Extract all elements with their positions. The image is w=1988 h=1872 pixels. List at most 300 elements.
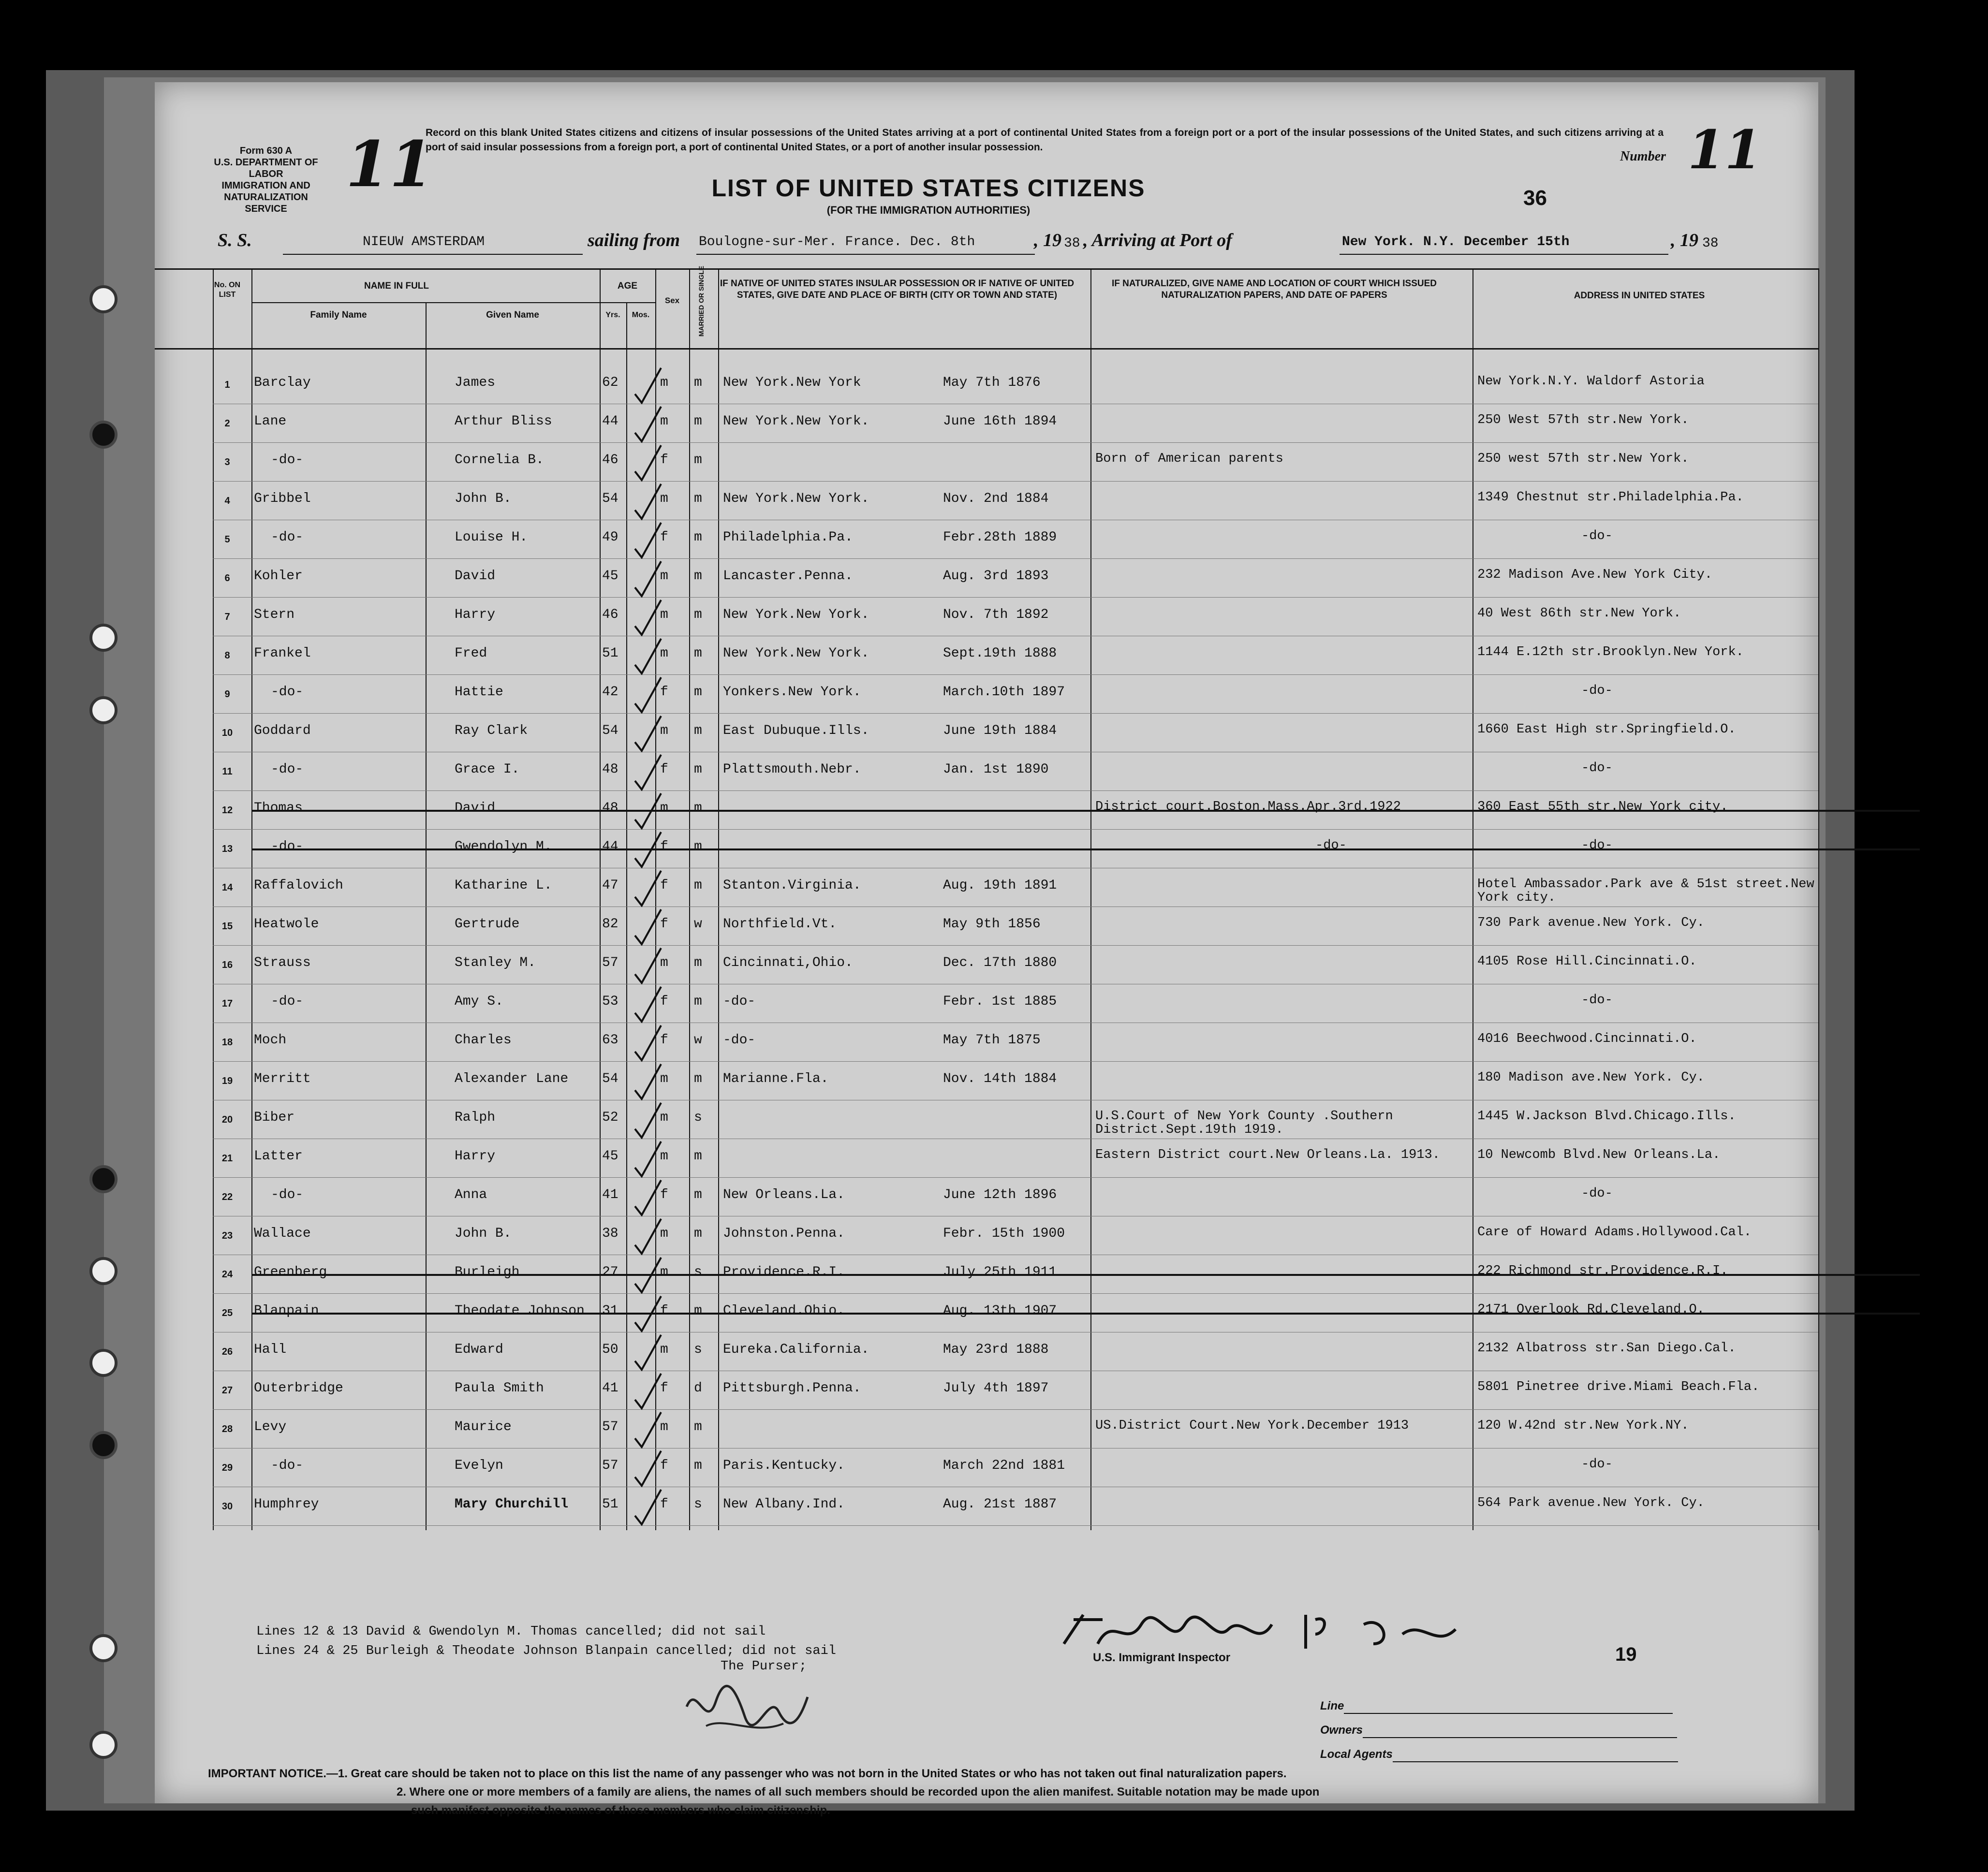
cell-ms: m (694, 646, 702, 661)
cell-date: Febr. 15th 1900 (943, 1226, 1065, 1241)
cell-nat: US.District Court.New York.December 1913 (1095, 1419, 1409, 1433)
cell-place: -do- (723, 994, 756, 1009)
row-rule (213, 597, 1818, 598)
binder-hole (89, 1165, 118, 1193)
row-number: 28 (221, 1424, 233, 1434)
cell-family: Greenberg (254, 1265, 327, 1280)
binder-hole (89, 1349, 118, 1377)
check-mark-icon (631, 1177, 665, 1221)
cell-age: 48 (602, 801, 618, 816)
ship-name: NIEUW AMSTERDAM (363, 234, 485, 249)
cell-family: Kohler (254, 569, 303, 584)
cell-sex: f (660, 1187, 668, 1202)
cell-family: Barclay (254, 375, 311, 390)
binder-hole (89, 1634, 118, 1662)
col-given-header: Given Name (486, 310, 539, 320)
cell-sex: m (660, 491, 668, 506)
cell-given: Mary Churchill (455, 1497, 569, 1512)
row-rule (213, 442, 1818, 443)
department-label: U.S. DEPARTMENT OF LABOR (214, 157, 318, 179)
notice-2b: such manifest opposite the names of those members who claim citizenship. (411, 1804, 830, 1817)
form-number: Form 630 A (239, 146, 293, 156)
cell-date: Aug. 3rd 1893 (943, 569, 1049, 584)
cell-sex: m (660, 1265, 668, 1280)
row-rule (213, 1177, 1818, 1178)
row-number: 3 (224, 457, 230, 468)
cell-family: -do- (271, 762, 304, 777)
cell-ms: m (694, 569, 702, 584)
cell-age: 41 (602, 1381, 618, 1396)
form-block (203, 145, 329, 215)
column-rule (718, 268, 719, 1530)
cell-date: March 22nd 1881 (943, 1458, 1065, 1473)
cell-date: Aug. 19th 1891 (943, 878, 1057, 893)
row-number: 8 (224, 650, 230, 661)
row-rule (213, 558, 1818, 559)
row-number: 6 (224, 573, 230, 584)
handwritten-list-number: 11 (346, 127, 433, 201)
cell-place: -do- (723, 1033, 756, 1048)
row-number: 1 (224, 380, 230, 390)
check-mark-icon (631, 984, 665, 1027)
cell-nat: Born of American parents (1095, 452, 1283, 466)
line-label-text: Line (1320, 1699, 1344, 1712)
cell-place: Providence.R.I. (723, 1265, 845, 1280)
check-mark-icon (631, 442, 665, 486)
cell-given: David (455, 801, 496, 816)
cell-date: Aug. 13th 1907 (943, 1303, 1057, 1318)
row-number: 16 (221, 960, 233, 970)
cell-ms: m (694, 878, 702, 893)
check-mark-icon (631, 713, 665, 757)
check-mark-icon (631, 829, 665, 873)
cell-ms: m (694, 530, 702, 545)
check-mark-icon (631, 1332, 665, 1375)
arrival-port: New York. N.Y. December 15th (1342, 234, 1570, 249)
check-mark-icon (631, 1061, 665, 1105)
check-mark-icon (631, 1139, 665, 1182)
cell-date: June 12th 1896 (943, 1187, 1057, 1202)
cell-family: -do- (271, 530, 304, 545)
cell-given: Arthur Bliss (455, 414, 552, 429)
cell-given: Harry (455, 607, 496, 622)
cell-addr: 4016 Beechwood.Cincinnati.O. (1477, 1032, 1697, 1046)
cell-sex: m (660, 801, 668, 816)
number-value: 11 (1688, 118, 1762, 181)
cell-date: May 7th 1876 (943, 375, 1041, 390)
cell-age: 51 (602, 646, 618, 661)
cell-addr: -do- (1581, 684, 1613, 698)
cell-nat: Eastern District court.New Orleans.La. 1913. (1095, 1148, 1440, 1162)
cell-sex: m (660, 1226, 668, 1241)
immigration-label: IMMIGRATION AND (221, 180, 310, 191)
cell-sex: f (660, 917, 668, 932)
cell-place: Northfield.Vt. (723, 917, 837, 932)
cell-ms: s (694, 1265, 702, 1280)
cell-given: Katharine L. (455, 878, 552, 893)
cell-sex: m (660, 569, 668, 584)
cell-ms: m (694, 762, 702, 777)
cell-date: Aug. 21st 1887 (943, 1497, 1057, 1512)
binder-hole (89, 1731, 118, 1759)
row-rule (213, 945, 1818, 946)
cell-date: Jan. 1st 1890 (943, 762, 1049, 777)
row-number: 29 (221, 1462, 233, 1473)
cell-sex: m (660, 414, 668, 429)
sailing-year: 38 (1064, 236, 1080, 251)
cell-age: 57 (602, 1458, 618, 1473)
row-number: 20 (221, 1114, 233, 1125)
cell-given: Edward (455, 1342, 503, 1357)
cell-addr: 1349 Chestnut str.Philadelphia.Pa. (1477, 490, 1744, 505)
row-rule (213, 790, 1818, 791)
col-family-header: Family Name (310, 310, 367, 320)
cell-addr: 180 Madison ave.New York. Cy. (1477, 1070, 1705, 1085)
cell-family: -do- (271, 685, 304, 700)
cell-sex: f (660, 878, 668, 893)
cell-family: Stern (254, 607, 295, 622)
col-name-header: NAME IN FULL (364, 281, 429, 291)
cell-ms: m (694, 1226, 702, 1241)
cell-ms: m (694, 685, 702, 700)
purser-signature (677, 1678, 812, 1740)
cell-given: John B. (455, 491, 512, 506)
cell-family: -do- (271, 1458, 304, 1473)
cell-family: Outerbridge (254, 1381, 343, 1396)
cell-place: Marianne.Fla. (723, 1071, 829, 1086)
cell-date: June 19th 1884 (943, 723, 1057, 738)
cell-age: 46 (602, 607, 618, 622)
row-number: 9 (224, 689, 230, 700)
cell-place: Lancaster.Penna. (723, 569, 853, 584)
cell-age: 47 (602, 878, 618, 893)
cell-ms: m (694, 839, 702, 854)
cell-age: 41 (602, 1187, 618, 1202)
column-rule (1818, 268, 1819, 1530)
check-mark-icon (631, 1293, 665, 1337)
row-number: 22 (221, 1192, 233, 1202)
cell-place: Johnston.Penna. (723, 1226, 845, 1241)
row-number: 27 (221, 1385, 233, 1396)
cell-date: Dec. 17th 1880 (943, 955, 1057, 970)
owners-label-text: Owners (1320, 1724, 1363, 1737)
cell-age: 57 (602, 1419, 618, 1434)
cell-family: Wallace (254, 1226, 311, 1241)
cell-age: 63 (602, 1033, 618, 1048)
check-mark-icon (631, 404, 665, 447)
cell-age: 82 (602, 917, 618, 932)
passenger-table (155, 265, 1818, 1612)
check-mark-icon (631, 674, 665, 718)
cell-place: New York.New York (723, 375, 861, 390)
page-number: 19 (1615, 1644, 1637, 1665)
cell-sex: m (660, 723, 668, 738)
cell-family: Thomas (254, 801, 303, 816)
purser-label: The Purser; (721, 1659, 807, 1674)
cell-family: Levy (254, 1419, 287, 1434)
row-number: 14 (221, 882, 233, 893)
row-number: 4 (224, 496, 230, 506)
cell-ms: m (694, 607, 702, 622)
cell-sex: f (660, 530, 668, 545)
cell-given: Ray Clark (455, 723, 528, 738)
cell-date: July 4th 1897 (943, 1381, 1049, 1396)
cell-addr: Hotel Ambassador.Park ave & 51st street.New York city. (1477, 877, 1814, 905)
inspector-label: U.S. Immigrant Inspector (1093, 1651, 1231, 1664)
cell-ms: m (694, 1419, 702, 1434)
column-rule (626, 302, 627, 1530)
cancel-strike (251, 1274, 1920, 1276)
cell-nat: District court.Boston.Mass.Apr.3rd.1922 (1095, 800, 1401, 814)
row-number: 13 (221, 844, 233, 854)
agents-rule (1393, 1748, 1678, 1762)
cell-given: Alexander Lane (455, 1071, 569, 1086)
check-mark-icon (631, 365, 665, 409)
cell-age: 46 (602, 453, 618, 468)
cell-date: May 23rd 1888 (943, 1342, 1049, 1357)
cell-place: East Dubuque.Ills. (723, 723, 869, 738)
cell-sex: f (660, 685, 668, 700)
cell-given: Hattie (455, 685, 503, 700)
cell-given: Burleigh (455, 1265, 520, 1280)
ship-underline (283, 254, 583, 255)
cell-addr: -do- (1581, 1457, 1613, 1472)
cell-sex: m (660, 955, 668, 970)
cell-ms: m (694, 801, 702, 816)
cell-given: Evelyn (455, 1458, 503, 1473)
cell-date: July 25th 1911 (943, 1265, 1057, 1280)
cell-place: New Orleans.La. (723, 1187, 845, 1202)
row-number: 26 (221, 1346, 233, 1357)
cell-given: Cornelia B. (455, 453, 544, 468)
binder-hole (89, 696, 118, 724)
cell-sex: f (660, 1497, 668, 1512)
binder-hole (89, 1257, 118, 1285)
binder-hole (89, 624, 118, 652)
cell-sex: f (660, 762, 668, 777)
col-no-header: No. ON LIST (214, 281, 241, 299)
cell-family: -do- (271, 453, 304, 468)
cell-nat: U.S.Court of New York County .Southern District.Sept.19th 1919. (1095, 1109, 1393, 1137)
cell-age: 62 (602, 375, 618, 390)
agents-label-text: Local Agents (1320, 1748, 1393, 1761)
cell-place: Plattsmouth.Nebr. (723, 762, 861, 777)
cell-sex: m (660, 1110, 668, 1125)
cell-addr: 2171 Overlook Rd.Cleveland.O. (1477, 1302, 1705, 1317)
cell-sex: m (660, 1071, 668, 1086)
cell-family: Merritt (254, 1071, 311, 1086)
number-label: Number (1620, 149, 1666, 164)
column-rule (426, 302, 427, 1530)
cell-place: Pittsburgh.Penna. (723, 1381, 861, 1396)
cell-ms: m (694, 491, 702, 506)
cell-ms: m (694, 1149, 702, 1164)
header-bottom-rule (155, 348, 1818, 350)
row-number: 21 (221, 1153, 233, 1164)
row-number: 15 (221, 921, 233, 932)
cell-age: 54 (602, 723, 618, 738)
row-rule (213, 674, 1818, 675)
cell-sex: f (660, 1458, 668, 1473)
cell-addr: 1445 W.Jackson Blvd.Chicago.Ills. (1477, 1109, 1736, 1124)
cell-addr: New York.N.Y. Waldorf Astoria (1477, 374, 1705, 389)
check-mark-icon (631, 1023, 665, 1066)
cell-sex: m (660, 607, 668, 622)
cell-given: Grace I. (455, 762, 520, 777)
row-number: 10 (221, 728, 233, 738)
cell-given: Louise H. (455, 530, 528, 545)
cell-date: May 9th 1856 (943, 917, 1041, 932)
row-rule (213, 481, 1818, 482)
cell-given: Maurice (455, 1419, 512, 1434)
cell-addr: 40 West 86th str.New York. (1477, 606, 1681, 621)
check-mark-icon (631, 790, 665, 834)
cell-given: Charles (455, 1033, 512, 1048)
cell-place: New York.New York. (723, 646, 869, 661)
column-rule (1090, 268, 1091, 1530)
check-mark-icon (631, 520, 665, 563)
cell-family: Hall (254, 1342, 287, 1357)
cell-family: Goddard (254, 723, 311, 738)
sailing-from: Boulogne-sur-Mer. France. Dec. 8th (699, 234, 975, 249)
cell-given: Stanley M. (455, 955, 536, 970)
row-rule (213, 1409, 1818, 1410)
cell-family: Gribbel (254, 491, 311, 506)
cell-family: -do- (271, 994, 304, 1009)
cell-family: Moch (254, 1033, 287, 1048)
cell-addr: 222 Richmond str.Providence.R.I. (1477, 1264, 1728, 1278)
cell-given: Ralph (455, 1110, 496, 1125)
cell-addr: 10 Newcomb Blvd.New Orleans.La. (1477, 1148, 1721, 1162)
row-number: 25 (221, 1308, 233, 1318)
cell-given: John B. (455, 1226, 512, 1241)
cell-addr: -do- (1581, 529, 1613, 543)
record-instructions: Record on this blank United States citizens and citizens of insular possessions of the United States arriving at a port of continental United States from a foreign port or a port of the insular possessions of the United States, and such citizens arriving at a port of said insular possessions from a foreign port, a port of continental United States, or a port of another insular possession. (426, 127, 1664, 153)
cell-family: Frankel (254, 646, 311, 661)
notice-title: IMPORTANT NOTICE. (208, 1767, 326, 1780)
cell-addr: 1144 E.12th str.Brooklyn.New York. (1477, 645, 1744, 659)
cell-ms: m (694, 955, 702, 970)
check-mark-icon (631, 597, 665, 641)
cancel-strike (251, 810, 1920, 812)
cell-family: -do- (271, 1187, 304, 1202)
cell-date: Febr. 1st 1885 (943, 994, 1057, 1009)
name-header-rule (251, 302, 655, 303)
sailing-label: sailing from (588, 230, 680, 250)
cell-place: Yonkers.New York. (723, 685, 861, 700)
important-notice (208, 1765, 1780, 1783)
cell-addr: 250 West 57th str.New York. (1477, 413, 1689, 427)
col-yrs-header: Yrs. (605, 311, 620, 319)
cell-age: 50 (602, 1342, 618, 1357)
owners-label (1320, 1724, 1677, 1738)
binder-hole (89, 1431, 118, 1459)
cell-given: Anna (455, 1187, 487, 1202)
row-rule (213, 1061, 1818, 1062)
cell-ms: d (694, 1381, 702, 1396)
row-rule (213, 1525, 1818, 1526)
cell-addr: 250 west 57th str.New York. (1477, 452, 1689, 466)
cell-age: 54 (602, 491, 618, 506)
cell-given: Harry (455, 1149, 496, 1164)
cell-place: New York.New York. (723, 607, 869, 622)
cell-age: 48 (602, 762, 618, 777)
cell-age: 54 (602, 1071, 618, 1086)
row-number: 5 (224, 534, 230, 545)
cell-family: Latter (254, 1149, 303, 1164)
cell-place: Paris.Kentucky. (723, 1458, 845, 1473)
cell-sex: f (660, 1033, 668, 1048)
cell-sex: f (660, 1303, 668, 1318)
check-mark-icon (631, 1255, 665, 1298)
row-number: 18 (221, 1037, 233, 1048)
col-mos-header: Mos. (632, 311, 650, 319)
cell-date: March.10th 1897 (943, 685, 1065, 700)
cell-addr: 730 Park avenue.New York. Cy. (1477, 916, 1705, 930)
cell-given: Gwendolyn M. (455, 839, 552, 854)
col-naturalized-header: IF NATURALIZED, GIVE NAME AND LOCATION OF COURT WHICH ISSUED NATURALIZATION PAPERS, AND DATE OF PAPERS (1111, 278, 1437, 300)
cell-sex: m (660, 646, 668, 661)
check-mark-icon (631, 945, 665, 989)
cell-family: Strauss (254, 955, 311, 970)
check-mark-icon (631, 1100, 665, 1143)
ss-label: S. S. (218, 230, 252, 250)
cell-given: James (455, 375, 496, 390)
cancel-note-1: Lines 12 & 13 David & Gwendolyn M. Thomas cancelled; did not sail (256, 1624, 766, 1639)
cell-ms: m (694, 453, 702, 468)
column-rule (600, 268, 601, 1530)
cell-family: Humphrey (254, 1497, 319, 1512)
inspector-signature (1054, 1605, 1470, 1658)
check-mark-icon (631, 1371, 665, 1414)
cell-family: Blanpain (254, 1303, 319, 1318)
cell-sex: m (660, 1342, 668, 1357)
cell-place: Eureka.California. (723, 1342, 869, 1357)
cell-date: Nov. 2nd 1884 (943, 491, 1049, 506)
cell-given: Theodate Johnson (455, 1303, 585, 1318)
cell-given: Fred (455, 646, 487, 661)
cell-ms: m (694, 1458, 702, 1473)
cell-date: Nov. 7th 1892 (943, 607, 1049, 622)
cell-family: Raffalovich (254, 878, 343, 893)
cell-addr: 4105 Rose Hill.Cincinnati.O. (1477, 954, 1697, 969)
check-mark-icon (631, 868, 665, 911)
cell-family: Lane (254, 414, 287, 429)
check-mark-icon (631, 558, 665, 602)
cell-age: 53 (602, 994, 618, 1009)
cancel-strike (251, 848, 1920, 850)
col-married-header: MARRIED OR SINGLE (697, 265, 705, 337)
cell-given: Amy S. (455, 994, 503, 1009)
cell-age: 38 (602, 1226, 618, 1241)
cell-family: Heatwole (254, 917, 319, 932)
cell-addr: 120 W.42nd str.New York.NY. (1477, 1419, 1689, 1433)
cell-ms: m (694, 1303, 702, 1318)
cell-age: 44 (602, 839, 618, 854)
cell-sex: f (660, 453, 668, 468)
row-number: 17 (221, 998, 233, 1009)
cell-age: 42 (602, 685, 618, 700)
cell-ms: m (694, 1071, 702, 1086)
cancel-strike (251, 1313, 1920, 1315)
service-label: NATURALIZATION SERVICE (224, 192, 308, 214)
check-mark-icon (631, 1216, 665, 1259)
line-label (1320, 1699, 1673, 1714)
notice-line-1 (208, 1765, 1780, 1783)
manifest-page (155, 82, 1818, 1803)
column-rule (689, 268, 690, 1530)
cell-nat: -do- (1315, 838, 1347, 853)
